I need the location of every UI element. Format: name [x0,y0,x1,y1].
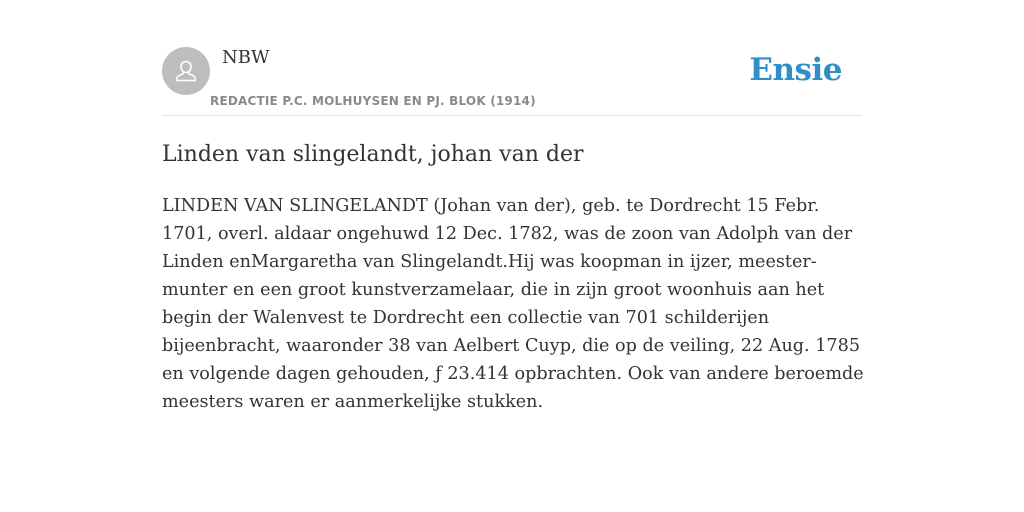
article-title: Linden van slingelandt, johan van der [162,142,584,167]
article-header [162,46,862,116]
source-name[interactable]: NBW [222,47,270,68]
user-icon [172,57,200,85]
ensie-logo[interactable]: Ensie [749,52,842,88]
avatar[interactable] [162,47,210,95]
source-editors: REDACTIE P.C. MOLHUYSEN EN PJ. BLOK (1914) [210,94,536,108]
article-body: LINDEN VAN SLINGELANDT (Johan van der), geb. te Dordrecht 15 Febr. 1701, overl. aldaar ongehuwd 12 Dec. 1782, was de zoon van Adolph van der Linden enMargaretha van Slingelandt.Hij was koopman in ijzer, meester-munter en een groot kunstverzamelaar, die in zijn groot woonhuis aan het begin der Walenvest te Dordrecht een collectie van 701 schilderijen bijeenbracht, waaronder 38 van Aelbert Cuyp, die op de veiling, 22 Aug. 1785 en volgende dagen gehouden, ƒ 23.414 opbrachten. Ook van andere beroemde meesters waren er aanmerkelijke stukken. [162,196,864,412]
